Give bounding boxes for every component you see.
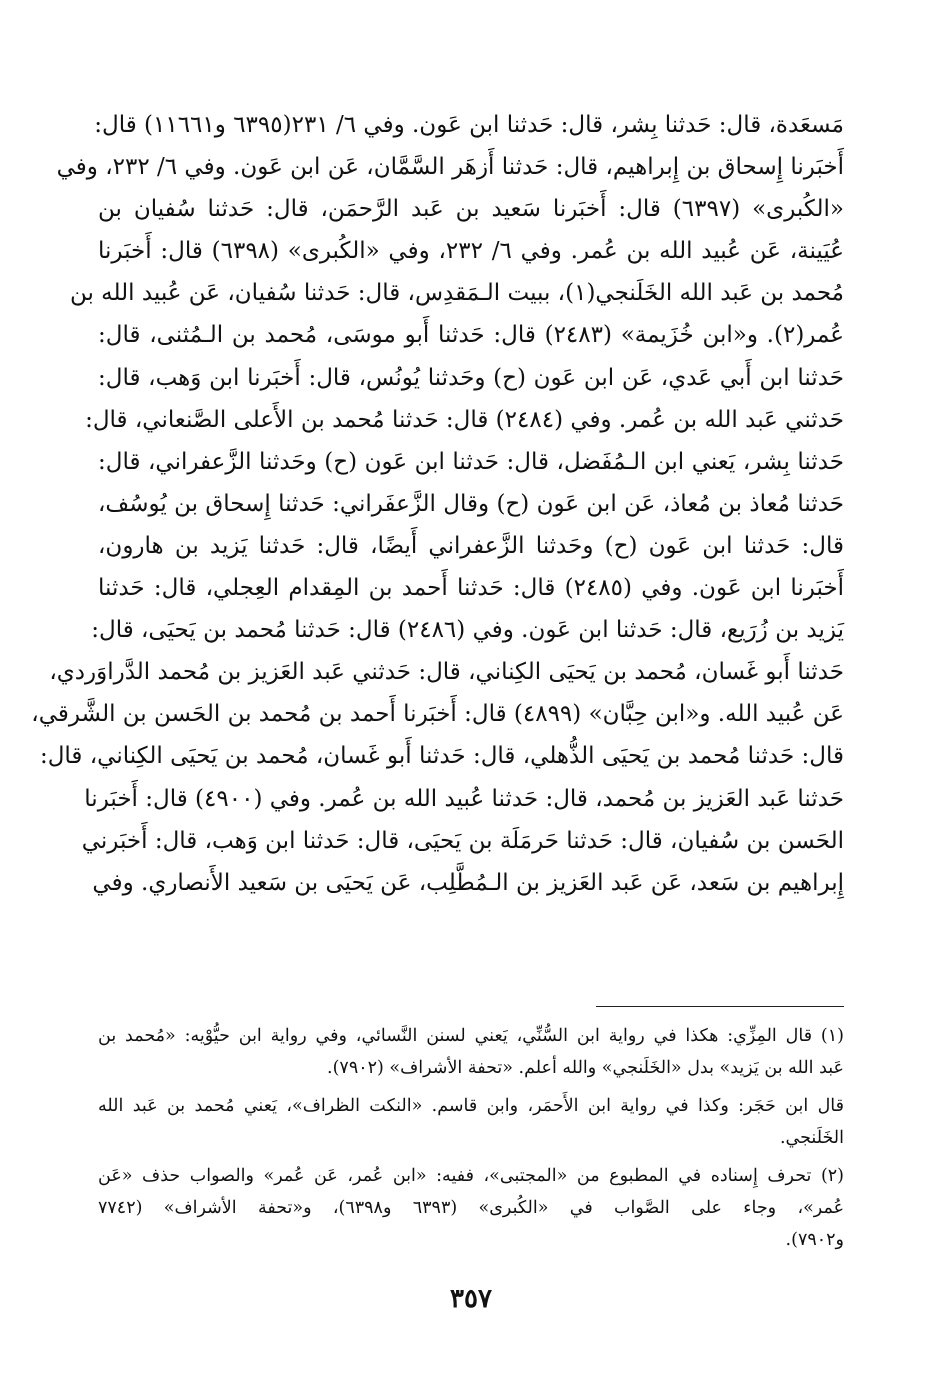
footnote-line: قال ابن حَجَر: وكذا في رواية ابن الأَحمَر، وابن قاسم. «النكت الظراف»، يَعني مُحمد بن عَبد الله [98, 1096, 844, 1116]
main-line: مَسعَدة، قال: حَدثنا بِشر، قال: حَدثنا ابن عَون. وفي ٦/ ٢٣١(٦٣٩٥ و١١٦٦١) قال: [94, 112, 844, 138]
main-line: عُيَينة، عَن عُبيد الله بن عُمر. وفي ٦/ ٢٣٢، وفي «الكُبرى» (٦٣٩٨) قال: أَخبَرنا [98, 238, 844, 265]
footnote-1-continued [98, 1090, 844, 1154]
footnote-line: (٢) تحرف إِسناده في المطبوع من «المجتبى»، ففيه: «ابن عُمر، عَن عُمر» والصواب حذف «عَن [98, 1166, 844, 1186]
main-line: حَدثنا أَبو غَسان، مُحمد بن يَحيَى الكِناني، قال: حَدثني عَبد العَزيز بن مُحمد الدَّراوَردي، [49, 659, 844, 686]
main-line: «الكُبرى» (٦٣٩٧) قال: أَخبَرنا سَعيد بن عَبد الرَّحمَن، قال: حَدثنا سُفيان بن [98, 196, 844, 223]
main-line: حَدثنا مُعاذ بن مُعاذ، عَن ابن عَون (ح) وقال الزَّعفَراني: حَدثنا إِسحاق بن يُوسُف، [98, 490, 844, 517]
main-line: حَدثني عَبد الله بن عُمر. وفي (٢٤٨٤) قال: حَدثنا مُحمد بن الأَعلى الصَّنعاني، قال: [85, 406, 844, 433]
main-line: أَخبَرنا إِسحاق بن إِبراهيم، قال: حَدثنا أَزهَر السَّمَّان، عَن ابن عَون. وفي ٦/ ٢٣٢، وفي [56, 154, 844, 181]
main-line: إِبراهيم بن سَعد، عَن عَبد العَزيز بن الـمُطَّلِب، عَن يَحيَى بن سَعيد الأَنصاري. وفي [92, 869, 844, 896]
main-line: عَن عُبيد الله. و«ابن حِبَّان» (٤٨٩٩) قال: أَخبَرنا أَحمد بن مُحمد بن الحَسن بن الشَّرقي، [31, 701, 844, 728]
main-line: قال: حَدثنا مُحمد بن يَحيَى الذُّهلي، قال: حَدثنا أَبو غَسان، مُحمد بن يَحيَى الكِناني، قال: [39, 743, 844, 770]
footnote-2 [98, 1160, 844, 1256]
main-line: حَدثنا عَبد العَزيز بن مُحمد، قال: حَدثنا عُبيد الله بن عُمر. وفي (٤٩٠٠) قال: أَخبَرنا [84, 785, 844, 812]
footnote-1 [98, 1020, 844, 1084]
footnote-separator [596, 1006, 844, 1007]
page-number: ٣٥٧ [450, 1284, 492, 1314]
footnote-line: و٧٩٠٢). [785, 1230, 844, 1250]
main-text [31, 104, 844, 904]
main-line: عُمر(٢). و«ابن خُزَيمة» (٢٤٨٣) قال: حَدثنا أَبو موسَى، مُحمد بن الـمُثنى، قال: [98, 322, 844, 349]
footnote-line: عَبد الله بن يَزيد» بدل «الخَلَنجي» والله أعلم. «تحفة الأشراف» (٧٩٠٢). [327, 1058, 844, 1078]
main-line: مُحمد بن عَبد الله الخَلَنجي(١)، ببيت الـمَقدِس، قال: حَدثنا سُفيان، عَن عُبيد الله بن [69, 280, 844, 307]
footnote-line: الخَلَنجي. [779, 1128, 844, 1148]
main-line: أَخبَرنا ابن عَون. وفي (٢٤٨٥) قال: حَدثنا أَحمد بن المِقدام العِجلي، قال: حَدثنا [98, 575, 844, 602]
main-line: يَزيد بن زُرَيع، قال: حَدثنا ابن عَون. وفي (٢٤٨٦) قال: حَدثنا مُحمد بن يَحيَى، قال: [91, 617, 844, 644]
footnotes [98, 1020, 844, 1256]
footnote-line: عُمر»، وجاء على الصَّواب في «الكُبرى» (٦٣٩٣ و٦٣٩٨)، و«تحفة الأشراف» (٧٧٤٢ [98, 1198, 845, 1218]
main-line: حَدثنا ابن أَبي عَدي، عَن ابن عَون (ح) وحَدثنا يُونُس، قال: أَخبَرنا ابن وَهب، قال: [98, 364, 844, 391]
main-line: حَدثنا بِشر، يَعني ابن الـمُفَضل، قال: حَدثنا ابن عَون (ح) وحَدثنا الزَّعفراني، قال: [98, 448, 844, 475]
main-line: الحَسن بن سُفيان، قال: حَدثنا حَرمَلَة بن يَحيَى، قال: حَدثنا ابن وَهب، قال: أَخبَرني [81, 827, 844, 854]
footnote-line: (١) قال المِزِّي: هكذا في رواية ابن السُّنِّي، يَعني لسنن النَّسائي، وفي رواية ابن حيُّوْيه: «مُحمد بن [98, 1026, 844, 1046]
main-line: قال: حَدثنا ابن عَون (ح) وحَدثنا الزَّعفراني أَيضًا، قال: حَدثنا يَزيد بن هارون، [98, 532, 844, 559]
